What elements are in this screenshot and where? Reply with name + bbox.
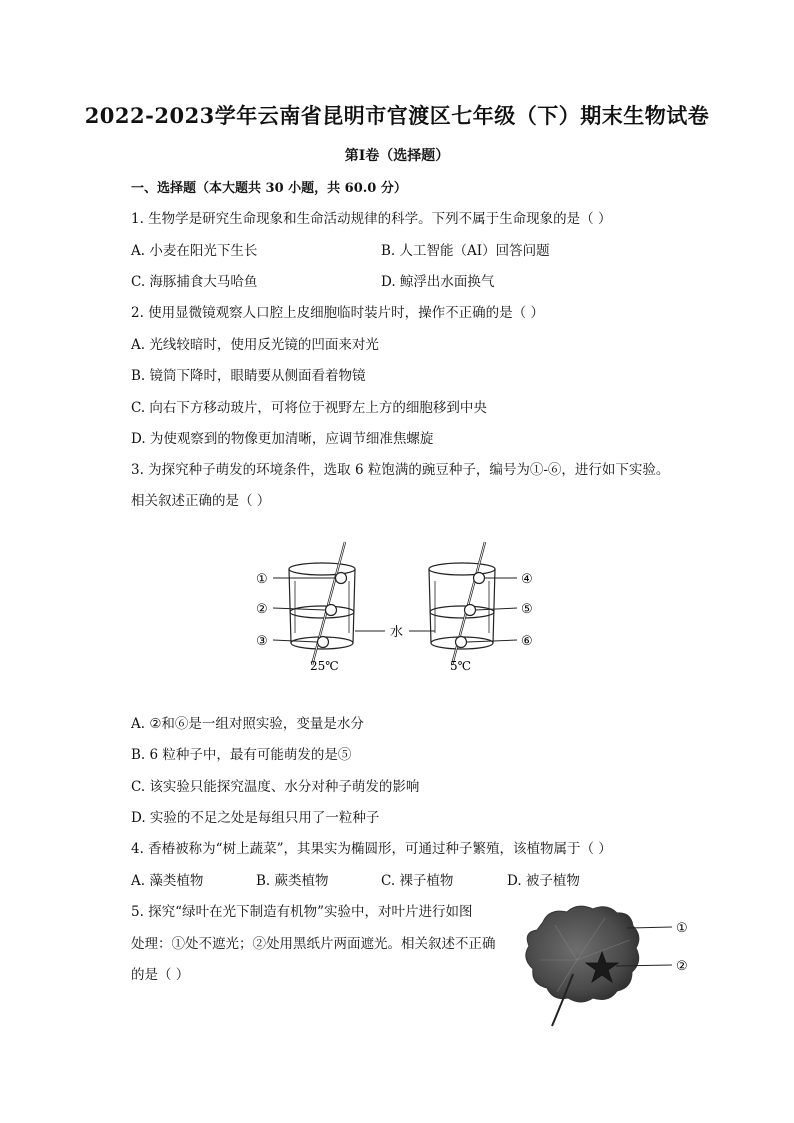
- label-3: ③: [256, 634, 268, 649]
- q1-option-a: A. 小麦在阳光下生长: [131, 243, 258, 259]
- question-4-stem: 4. 香椿被称为“树上蔬菜”，其果实为椭圆形，可通过种子繁殖，该植物属于（ ）: [131, 841, 612, 857]
- temperature-25c: 25℃: [310, 659, 339, 673]
- q1-option-b: B. 人工智能（AI）回答问题: [381, 243, 550, 259]
- water-label: 水: [390, 625, 404, 640]
- q3-option-d: D. 实验的不足之处是每组只用了一粒种子: [131, 810, 380, 826]
- glass-rod-left: [312, 542, 345, 665]
- question-type-heading: 一、选择题（本大题共 30 小题，共 60.0 分）: [131, 181, 407, 196]
- q2-option-b: B. 镜筒下降时，眼睛要从侧面看着物镜: [131, 368, 366, 384]
- section-heading: 第I卷（选择题）: [344, 148, 450, 164]
- q1-option-d: D. 鲸浮出水面换气: [381, 274, 495, 290]
- leaf-shape: [526, 906, 639, 1002]
- leaf-label-2: ②: [676, 959, 688, 974]
- q3-option-b: B. 6 粒种子中，最有可能萌发的是⑤: [131, 747, 352, 763]
- question-3-stem: 3. 为探究种子萌发的环境条件，选取 6 粒饱满的豌豆种子，编号为①-⑥，进行如下实验。: [131, 462, 670, 478]
- label-6: ⑥: [521, 634, 533, 649]
- q4-option-b: B. 蕨类植物: [256, 873, 329, 889]
- q4-option-a: A. 藻类植物: [131, 873, 204, 889]
- question-1-stem: 1. 生物学是研究生命现象和生命活动规律的科学。下列不属于生命现象的是（ ）: [131, 211, 612, 227]
- question-2-stem: 2. 使用显微镜观察人口腔上皮细胞临时装片时，操作不正确的是（ ）: [131, 305, 544, 321]
- q4-option-c: C. 裸子植物: [381, 873, 454, 889]
- q2-option-c: C. 向右下方移动玻片，可将位于视野左上方的细胞移到中央: [131, 400, 487, 416]
- leaf-figure: [515, 900, 705, 1030]
- question-5-stem: 5. 探究“绿叶在光下制造有机物”实验中，对叶片进行如图: [131, 904, 473, 920]
- q3-option-c: C. 该实验只能探究温度、水分对种子萌发的影响: [131, 779, 420, 795]
- q3-option-a: A. ②和⑥是一组对照实验，变量是水分: [131, 716, 364, 732]
- leaf-label-1: ①: [676, 921, 688, 936]
- label-1: ①: [256, 572, 268, 587]
- label-4: ④: [521, 572, 533, 587]
- temperature-5c: 5℃: [450, 659, 472, 673]
- q1-option-c: C. 海豚捕食大马哈鱼: [131, 274, 258, 290]
- label-2: ②: [256, 602, 268, 617]
- question-5-stem-end: 的是（ ）: [131, 967, 190, 983]
- question-5-stem-cont: 处理：①处不遮光；②处用黑纸片两面遮光。相关叙述不正确: [131, 936, 496, 952]
- q4-option-d: D. 被子植物: [507, 873, 580, 889]
- q2-option-d: D. 为使观察到的物像更加清晰，应调节细准焦螺旋: [131, 431, 434, 447]
- label-5: ⑤: [521, 602, 533, 617]
- page-title: 2022-2023学年云南省昆明市官渡区七年级（下）期末生物试卷: [84, 103, 710, 128]
- question-3-stem-cont: 相关叙述正确的是（ ）: [131, 493, 271, 509]
- seed-germination-figure: [245, 535, 555, 680]
- q2-option-a: A. 光线较暗时，使用反光镜的凹面来对光: [131, 337, 379, 353]
